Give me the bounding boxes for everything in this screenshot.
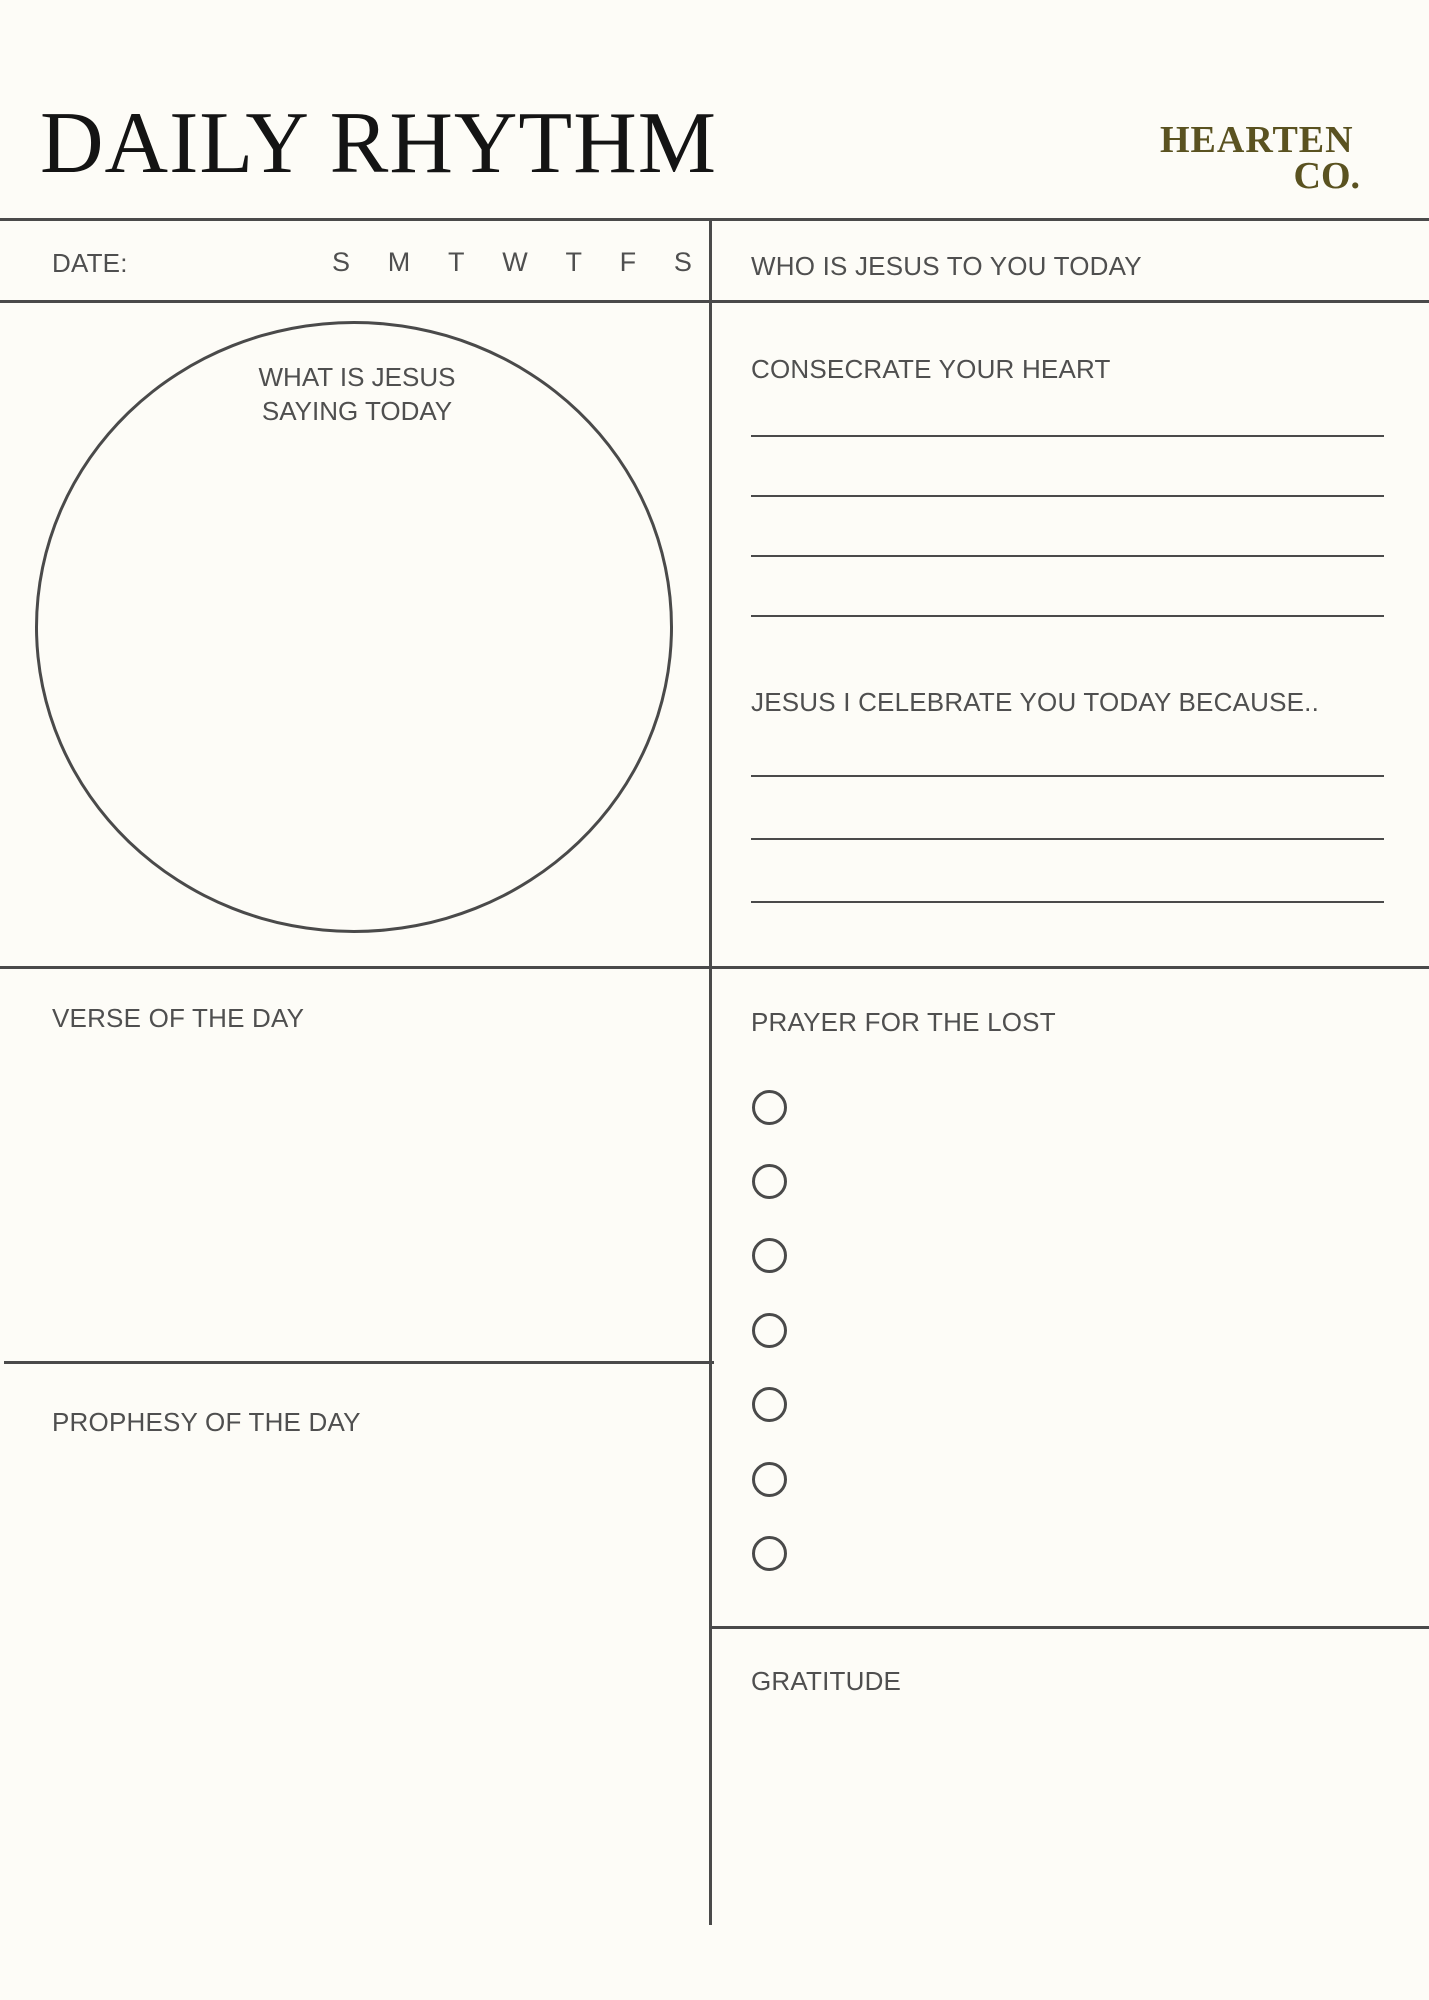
consecrate-writing-line[interactable] [751,495,1384,497]
day-tuesday[interactable]: T [447,247,465,277]
consecrate-writing-line[interactable] [751,435,1384,437]
prayer-checkbox[interactable] [752,1164,787,1199]
logo-line-2: CO. [1293,155,1360,198]
date-label: DATE: [52,248,128,278]
who-is-jesus-label: WHO IS JESUS TO YOU TODAY [751,251,1142,281]
weekday-selector [332,247,692,278]
divider-middle [0,966,1429,969]
prayer-checkbox[interactable] [752,1313,787,1348]
celebrate-writing-line[interactable] [751,901,1384,903]
day-sunday[interactable]: S [332,247,351,277]
day-friday[interactable]: F [619,247,637,277]
divider-prayer-gratitude [711,1626,1429,1629]
divider-date-row [0,300,1429,303]
celebrate-writing-line[interactable] [751,838,1384,840]
prayer-for-the-lost-label: PRAYER FOR THE LOST [751,1007,1056,1037]
consecrate-label: CONSECRATE YOUR HEART [751,354,1111,384]
day-thursday[interactable]: T [565,247,582,277]
circle-label-line-2: SAYING TODAY [261,396,453,426]
what-is-jesus-saying-label [200,360,514,428]
consecrate-writing-line[interactable] [751,615,1384,617]
celebrate-writing-line[interactable] [751,775,1384,777]
divider-verse-prophesy [4,1361,714,1364]
day-wednesday[interactable]: W [502,247,528,277]
prayer-checkbox[interactable] [752,1462,787,1497]
prophesy-of-the-day-label: PROPHESY OF THE DAY [52,1407,361,1437]
gratitude-label: GRATITUDE [751,1666,902,1696]
divider-vertical [709,218,712,1925]
logo-line-1: HEARTEN [1160,119,1354,161]
prayer-checkbox[interactable] [752,1536,787,1571]
prayer-checkbox[interactable] [752,1090,787,1125]
day-monday[interactable]: M [387,247,411,277]
brand-logo [1160,119,1360,198]
verse-of-the-day-label: VERSE OF THE DAY [52,1003,305,1033]
celebrate-label: JESUS I CELEBRATE YOU TODAY BECAUSE.. [751,687,1320,717]
day-saturday[interactable]: S [673,247,692,277]
prayer-checkbox[interactable] [752,1387,787,1422]
circle-label-line-1: WHAT IS JESUS [258,362,456,392]
consecrate-writing-line[interactable] [751,555,1384,557]
prayer-checkbox[interactable] [752,1238,787,1273]
page-title: DAILY RHYTHM [40,95,717,192]
divider-header [0,218,1429,221]
